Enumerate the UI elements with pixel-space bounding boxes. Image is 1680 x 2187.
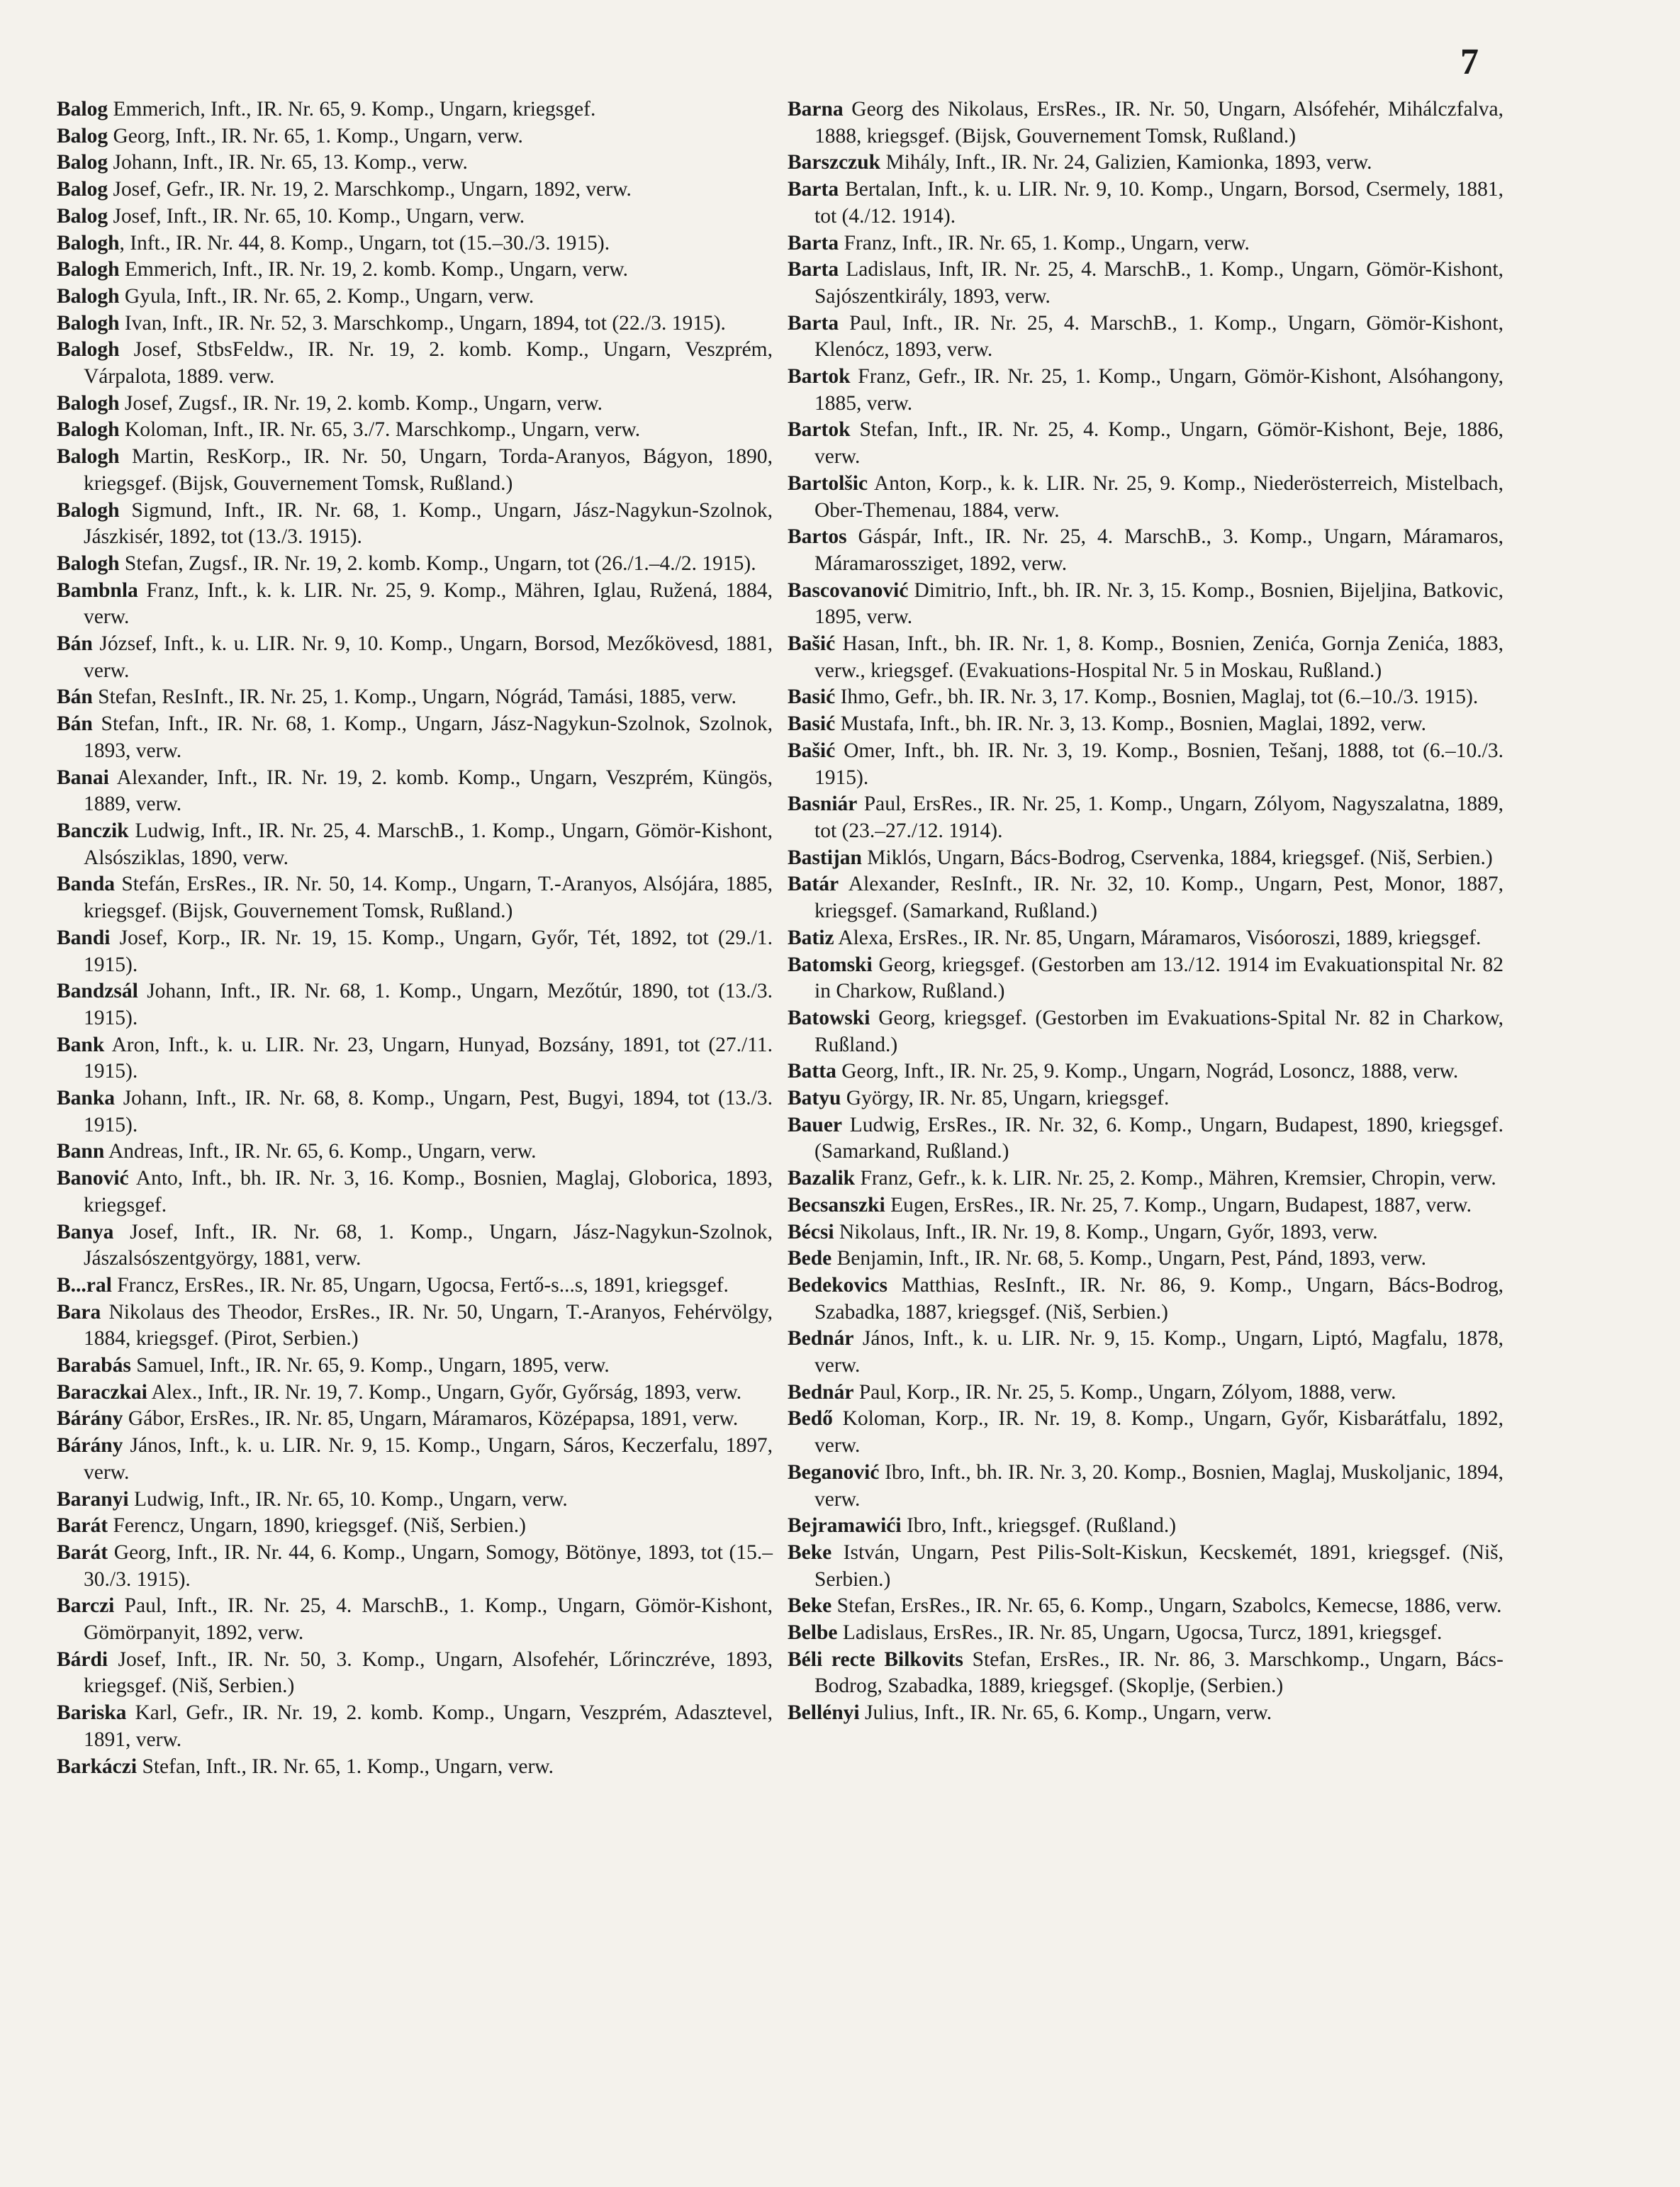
entry-details: János, Inft., k. u. LIR. Nr. 9, 15. Komp., Ungarn, Liptó, Magfalu, 1878, verw. xyxy=(814,1327,1503,1377)
entry-details: János, Inft., k. u. LIR. Nr. 9, 15. Komp., Ungarn, Sáros, Keczerfalu, 1897, verw. xyxy=(84,1434,773,1484)
register-entry xyxy=(57,1380,773,1406)
register-entry xyxy=(57,818,773,871)
entry-details: Ferencz, Ungarn, 1890, kriegsgef. (Niš, Serbien.) xyxy=(108,1514,526,1538)
entry-surname: Balogh xyxy=(57,391,120,415)
register-entry xyxy=(57,1165,773,1219)
entry-surname: Balog xyxy=(57,204,108,228)
entry-surname: Bednár xyxy=(788,1327,854,1350)
entry-details: Josef, Zugsf., IR. Nr. 19, 2. komb. Komp., Ungarn, verw. xyxy=(119,391,603,415)
entry-details: Ludwig, Inft., IR. Nr. 65, 10. Komp., Ungarn, verw. xyxy=(128,1487,568,1511)
entry-details: Paul, Korp., IR. Nr. 25, 5. Komp., Ungarn, Zólyom, 1888, verw. xyxy=(853,1380,1396,1404)
entry-surname: Barna xyxy=(788,98,844,121)
entry-surname: Baranyi xyxy=(57,1487,129,1511)
entry-surname: Barta xyxy=(788,311,839,335)
entry-details: Paul, Inft., IR. Nr. 25, 4. MarschB., 1. Komp., Ungarn, Gömör-Kishont, Klenócz, 1893, verw. xyxy=(814,311,1503,362)
register-entry xyxy=(788,1380,1503,1406)
register-entry xyxy=(57,684,773,711)
entry-details: Gáspár, Inft., IR. Nr. 25, 4. MarschB., 3. Komp., Ungarn, Máramaros, Máramarossziget, 1892, verw. xyxy=(814,525,1503,575)
register-entry xyxy=(57,1700,773,1753)
entry-surname: Balogh xyxy=(57,231,120,255)
entry-details: Ivan, Inft., IR. Nr. 52, 3. Marschkomp., Ungarn, 1894, tot (22./3. 1915). xyxy=(119,311,726,335)
entry-details: Josef, Inft., IR. Nr. 65, 10. Komp., Ungarn, verw. xyxy=(108,204,525,228)
entry-details: Paul, ErsRes., IR. Nr. 25, 1. Komp., Ungarn, Zólyom, Nagyszalatna, 1889, tot (23.–27./12. 1914). xyxy=(814,793,1503,842)
register-entry xyxy=(788,1246,1503,1273)
entry-details: Nikolaus des Theodor, ErsRes., IR. Nr. 50, Ungarn, T.-Aranyos, Fehérvölgy, 1884, kriegsgef. (Pirot, Serbien.) xyxy=(84,1300,773,1350)
register-entry xyxy=(788,257,1503,310)
entry-details: Josef, StbsFeldw., IR. Nr. 19, 2. komb. Komp., Ungarn, Veszprém, Várpalota, 1889. verw. xyxy=(84,338,773,388)
entry-details: Anto, Inft., bh. IR. Nr. 3, 16. Komp., Bosnien, Maglaj, Globorica, 1893, kriegsgef. xyxy=(84,1167,773,1216)
entry-details: Alexander, Inft., IR. Nr. 19, 2. komb. Komp., Ungarn, Veszprém, Küngös, 1889, verw. xyxy=(84,766,773,816)
entry-surname: Bán xyxy=(57,712,93,736)
entry-details: Stefan, Zugsf., IR. Nr. 19, 2. komb. Komp., Ungarn, tot (26./1.–4./2. 1915). xyxy=(119,552,756,575)
register-entry xyxy=(57,1299,773,1353)
entry-details: Georg, Inft., IR. Nr. 25, 9. Komp., Ungarn, Nográd, Losoncz, 1888, verw. xyxy=(836,1060,1459,1083)
entry-surname: Bascovanović xyxy=(788,578,909,602)
register-entry xyxy=(57,1540,773,1593)
register-entry xyxy=(57,123,773,150)
left-column xyxy=(57,96,773,1780)
entry-surname: Bedő xyxy=(788,1407,833,1431)
entry-surname: Bán xyxy=(57,686,93,709)
entry-surname: Bécsi xyxy=(788,1220,834,1243)
register-entry xyxy=(788,1192,1503,1219)
register-entry xyxy=(788,871,1503,924)
register-entry xyxy=(788,578,1503,631)
entry-details: Josef, Inft., IR. Nr. 50, 3. Komp., Ungarn, Alsofehér, Lőrinczréve, 1893, kriegsgef. (Niš, Serbien.) xyxy=(84,1648,773,1698)
entry-details: Ibro, Inft., bh. IR. Nr. 3, 20. Komp., Bosnien, Maglaj, Muskoljanic, 1894, verw. xyxy=(814,1460,1503,1511)
entry-details: Alexander, ResInft., IR. Nr. 32, 10. Komp., Ungarn, Pest, Monor, 1887, kriegsgef. (Samarkand, Rußland.) xyxy=(814,873,1503,923)
register-entry xyxy=(57,96,773,123)
register-entry xyxy=(57,925,773,978)
entry-details: Alex., Inft., IR. Nr. 19, 7. Komp., Ungarn, Győr, Győrság, 1893, verw. xyxy=(147,1380,742,1404)
entry-details: Emmerich, Inft., IR. Nr. 19, 2. komb. Komp., Ungarn, verw. xyxy=(119,258,628,281)
register-entry xyxy=(57,1513,773,1540)
entry-surname: Batomski xyxy=(788,953,873,976)
entry-surname: Barkáczi xyxy=(57,1755,138,1778)
register-entry xyxy=(788,1460,1503,1513)
entry-surname: Banović xyxy=(57,1167,129,1190)
entry-surname: Balogh xyxy=(57,338,120,362)
entry-details: Josef, Inft., IR. Nr. 68, 1. Komp., Ungarn, Jász-Nagykun-Szolnok, Jászalsószentgyörgy, 1881, verw. xyxy=(84,1220,773,1270)
entry-surname: Batowski xyxy=(788,1006,870,1029)
register-entry xyxy=(57,417,773,444)
entry-surname: Barta xyxy=(788,178,839,201)
entry-details: Stefan, ErsRes., IR. Nr. 86, 3. Marschkomp., Ungarn, Bács-Bodrog, Szabadka, 1889, kriegsgef. (Skoplje, (Serbien.) xyxy=(814,1648,1503,1698)
register-entry xyxy=(57,284,773,311)
entry-details: György, IR. Nr. 85, Ungarn, kriegsgef. xyxy=(841,1087,1170,1110)
entry-surname: Banai xyxy=(57,766,109,789)
register-entry xyxy=(57,551,773,578)
entry-details: Paul, Inft., IR. Nr. 25, 4. MarschB., 1. Komp., Ungarn, Gömör-Kishont, Gömörpanyit, 1892, verw. xyxy=(84,1594,773,1645)
entry-details: Samuel, Inft., IR. Nr. 65, 9. Komp., Ungarn, 1895, verw. xyxy=(130,1354,610,1377)
entry-surname: Banya xyxy=(57,1220,114,1243)
entry-surname: Balogh xyxy=(57,258,120,281)
entry-details: Ladislaus, Inft, IR. Nr. 25, 4. MarschB., 1. Komp., Ungarn, Gömör-Kishont, Sajószentkirály, 1893, verw. xyxy=(814,258,1503,308)
entry-details: Stefan, ErsRes., IR. Nr. 65, 6. Komp., Ungarn, Szabolcs, Kemecse, 1886, verw. xyxy=(831,1594,1502,1618)
entry-details: Karl, Gefr., IR. Nr. 19, 2. komb. Komp., Ungarn, Veszprém, Adasztevel, 1891, verw. xyxy=(84,1701,773,1751)
register-entry xyxy=(788,364,1503,417)
register-entry xyxy=(788,150,1503,177)
entry-surname: Bariska xyxy=(57,1701,127,1725)
entry-surname: Barát xyxy=(57,1514,108,1538)
register-entry xyxy=(57,203,773,230)
entry-surname: Becsanszki xyxy=(788,1193,885,1216)
entry-surname: Balogh xyxy=(57,498,120,522)
entry-surname: Batár xyxy=(788,873,839,896)
entry-details: Matthias, ResInft., IR. Nr. 86, 9. Komp., Ungarn, Bács-Bodrog, Szabadka, 1887, kriegsgef. (Niš, Serbien.) xyxy=(814,1273,1503,1324)
register-entry xyxy=(788,1273,1503,1326)
entry-details: Ludwig, ErsRes., IR. Nr. 32, 6. Komp., Ungarn, Budapest, 1890, kriegsgef. (Samarkand, Rußland.) xyxy=(814,1113,1503,1163)
entry-surname: Bastijan xyxy=(788,846,862,869)
entry-surname: Bandi xyxy=(57,926,111,949)
register-entry xyxy=(57,177,773,203)
entry-surname: Beke xyxy=(788,1594,832,1618)
entry-surname: Bárdi xyxy=(57,1648,108,1671)
register-entry xyxy=(57,1353,773,1380)
entry-surname: Banka xyxy=(57,1087,115,1110)
entry-surname: Barabás xyxy=(57,1354,131,1377)
entry-details: Josef, Gefr., IR. Nr. 19, 2. Marschkomp., Ungarn, 1892, verw. xyxy=(108,178,632,201)
entry-surname: Bašić xyxy=(788,632,836,656)
entry-details: Hasan, Inft., bh. IR. Nr. 1, 8. Komp., Bosnien, Zenića, Gornja Zenića, 1883, verw., kriegsgef. (Evakuations-Hospital Nr. 5 in Moskau, Rußland.) xyxy=(814,632,1503,682)
entry-surname: Basniár xyxy=(788,793,858,816)
entry-details: Georg, kriegsgef. (Gestorben am 13./12. 1914 im Evakuationspital Nr. 82 in Charkow, Rußland.) xyxy=(814,953,1503,1003)
entry-details: Josef, Korp., IR. Nr. 19, 15. Komp., Ungarn, Győr, Tét, 1892, tot (29./1. 1915). xyxy=(84,926,773,976)
register-entry xyxy=(788,1326,1503,1379)
entry-details: Stefan, Inft., IR. Nr. 65, 1. Komp., Ungarn, verw. xyxy=(137,1755,554,1778)
register-entry xyxy=(57,1032,773,1085)
register-entry xyxy=(57,1647,773,1700)
entry-surname: Batta xyxy=(788,1060,836,1083)
register-entry xyxy=(57,1273,773,1299)
entry-details: Georg, kriegsgef. (Gestorben im Evakuations-Spital Nr. 82 in Charkow, Rußland.) xyxy=(814,1006,1503,1056)
entry-surname: Batiz xyxy=(788,926,834,949)
entry-details: Ihmo, Gefr., bh. IR. Nr. 3, 17. Komp., Bosnien, Maglaj, tot (6.–10./3. 1915). xyxy=(835,686,1479,709)
entry-details: Anton, Korp., k. k. LIR. Nr. 25, 9. Komp., Niederösterreich, Mistelbach, Ober-Themenau, 1884, verw. xyxy=(814,471,1503,522)
register-entry xyxy=(57,498,773,551)
entry-surname: Bartok xyxy=(788,365,851,388)
entry-surname: Balog xyxy=(57,124,108,147)
entry-details: Stefan, Inft., IR. Nr. 68, 1. Komp., Ungarn, Jász-Nagykun-Szolnok, Szolnok, 1893, verw. xyxy=(84,712,773,762)
register-entry xyxy=(57,1219,773,1273)
entry-surname: Balogh xyxy=(57,284,120,308)
entry-surname: Bartok xyxy=(788,418,851,442)
entry-surname: Bank xyxy=(57,1033,105,1056)
register-entry xyxy=(57,444,773,497)
register-entry xyxy=(788,631,1503,684)
register-entry xyxy=(788,1165,1503,1192)
entry-surname: Banda xyxy=(57,873,115,896)
entry-surname: Banczik xyxy=(57,819,129,842)
register-entry xyxy=(788,952,1503,1005)
entry-details: Gábor, ErsRes., IR. Nr. 85, Ungarn, Máramaros, Középapsa, 1891, verw. xyxy=(123,1407,739,1431)
entry-details: Ibro, Inft., kriegsgef. (Rußland.) xyxy=(901,1514,1177,1538)
register-entry xyxy=(57,631,773,684)
entry-surname: Bedekovics xyxy=(788,1273,887,1297)
register-entry xyxy=(57,391,773,418)
register-entry xyxy=(57,1085,773,1139)
entry-details: Georg, Inft., IR. Nr. 44, 6. Komp., Ungarn, Somogy, Bötönye, 1893, tot (15.–30./3. 1915). xyxy=(84,1540,773,1591)
entry-details: Franz, Gefr., IR. Nr. 25, 1. Komp., Ungarn, Gömör-Kishont, Alsóhangony, 1885, verw. xyxy=(814,365,1503,415)
register-entry xyxy=(788,1406,1503,1459)
entry-surname: Bartolšic xyxy=(788,471,868,495)
entry-surname: Basić xyxy=(788,686,836,709)
register-entry xyxy=(788,684,1503,711)
entry-details: Ladislaus, ErsRes., IR. Nr. 85, Ungarn, Ugocsa, Turcz, 1891, kriegsgef. xyxy=(837,1621,1443,1645)
entry-surname: Batyu xyxy=(788,1087,841,1110)
entry-surname: Bellényi xyxy=(788,1701,860,1725)
entry-surname: Balogh xyxy=(57,445,120,469)
entry-surname: Barta xyxy=(788,231,839,255)
entry-surname: Balog xyxy=(57,98,108,121)
entry-details: István, Ungarn, Pest Pilis-Solt-Kiskun, Kecskemét, 1891, kriegsgef. (Niš, Serbien.) xyxy=(814,1540,1503,1591)
entry-surname: Bašić xyxy=(788,739,836,762)
register-entry xyxy=(57,1487,773,1514)
register-entry xyxy=(788,738,1503,791)
register-entry xyxy=(788,471,1503,524)
register-entry xyxy=(57,1406,773,1433)
entry-details: Eugen, ErsRes., IR. Nr. 25, 7. Komp., Ungarn, Budapest, 1887, verw. xyxy=(885,1193,1472,1216)
entry-surname: Bandzsál xyxy=(57,980,138,1003)
entry-surname: Bán xyxy=(57,632,93,656)
register-entry xyxy=(57,1139,773,1165)
register-entry xyxy=(788,845,1503,872)
register-entry xyxy=(57,1433,773,1486)
entry-details: Koloman, Inft., IR. Nr. 65, 3./7. Marschkomp., Ungarn, verw. xyxy=(119,418,641,442)
entry-details: Johann, Inft., IR. Nr. 65, 13. Komp., verw. xyxy=(108,151,468,174)
register-entry xyxy=(788,1058,1503,1085)
register-entry xyxy=(788,1540,1503,1593)
entry-details: Aron, Inft., k. u. LIR. Nr. 23, Ungarn, Hunyad, Bozsány, 1891, tot (27./11. 1915). xyxy=(84,1033,773,1083)
entry-surname: Basić xyxy=(788,712,836,736)
register-entry xyxy=(788,791,1503,844)
entry-surname: Barta xyxy=(788,258,839,281)
entry-surname: Bárány xyxy=(57,1407,123,1431)
register-entry xyxy=(57,230,773,257)
register-entry xyxy=(788,1112,1503,1165)
entry-details: Franz, Inft., k. k. LIR. Nr. 25, 9. Komp., Mähren, Iglau, Ružená, 1884, verw. xyxy=(84,578,773,629)
register-entry xyxy=(57,337,773,390)
register-entry xyxy=(788,1005,1503,1058)
entry-details: , Inft., IR. Nr. 44, 8. Komp., Ungarn, tot (15.–30./3. 1915). xyxy=(119,231,610,255)
register-entry xyxy=(788,230,1503,257)
entry-details: Bertalan, Inft., k. u. LIR. Nr. 9, 10. Komp., Ungarn, Borsod, Csermely, 1881, tot (4./12. 1914). xyxy=(814,178,1503,228)
register-entry xyxy=(788,96,1503,150)
register-entry xyxy=(57,257,773,284)
entry-details: Sigmund, Inft., IR. Nr. 68, 1. Komp., Ungarn, Jász-Nagykun-Szolnok, Jászkisér, 1892, tot (13./3. 1915). xyxy=(84,498,773,549)
register-entry xyxy=(788,1593,1503,1620)
entry-surname: Bejramawići xyxy=(788,1514,902,1538)
entry-surname: Barát xyxy=(57,1540,108,1564)
entry-surname: Bara xyxy=(57,1300,101,1324)
page-number: 7 xyxy=(1460,42,1479,82)
right-column xyxy=(788,96,1503,1727)
entry-details: Mihály, Inft., IR. Nr. 24, Galizien, Kamionka, 1893, verw. xyxy=(880,151,1372,174)
entry-surname: Beke xyxy=(788,1540,832,1564)
register-entry xyxy=(57,1593,773,1646)
entry-surname: Balogh xyxy=(57,311,120,335)
entry-details: Franz, Inft., IR. Nr. 65, 1. Komp., Ungarn, verw. xyxy=(839,231,1250,255)
entry-surname: Bednár xyxy=(788,1380,854,1404)
entry-details: Mustafa, Inft., bh. IR. Nr. 3, 13. Komp., Bosnien, Maglai, 1892, verw. xyxy=(835,712,1427,736)
register-entry xyxy=(788,417,1503,470)
entry-surname: Balog xyxy=(57,178,108,201)
register-entry xyxy=(788,1513,1503,1540)
entry-details: Alexa, ErsRes., IR. Nr. 85, Ungarn, Máramaros, Visóoroszi, 1889, kriegsgef. xyxy=(834,926,1482,949)
register-entry xyxy=(57,871,773,924)
entry-details: Ludwig, Inft., IR. Nr. 25, 4. MarschB., 1. Komp., Ungarn, Gömör-Kishont, Alsósziklas, 1890, verw. xyxy=(84,819,773,869)
register-entry xyxy=(57,150,773,177)
entry-details: Nikolaus, Inft., IR. Nr. 19, 8. Komp., Ungarn, Győr, 1893, verw. xyxy=(834,1220,1378,1243)
entry-surname: Bann xyxy=(57,1140,105,1163)
entry-details: Martin, ResKorp., IR. Nr. 50, Ungarn, Torda-Aranyos, Bágyon, 1890, kriegsgef. (Bijsk, Gouvernement Tomsk, Rußland.) xyxy=(84,445,773,495)
entry-surname: Béli recte Bilkovits xyxy=(788,1648,963,1671)
register-entry xyxy=(57,1754,773,1781)
entry-details: Francz, ErsRes., IR. Nr. 85, Ungarn, Ugocsa, Fertő-s...s, 1891, kriegsgef. xyxy=(111,1273,729,1297)
register-entry xyxy=(788,524,1503,577)
entry-surname: B...ral xyxy=(57,1273,112,1297)
entry-details: Stefan, Inft., IR. Nr. 25, 4. Komp., Ungarn, Gömör-Kishont, Beje, 1886, verw. xyxy=(814,418,1503,469)
entry-details: Stefán, ErsRes., IR. Nr. 50, 14. Komp., Ungarn, T.-Aranyos, Alsójára, 1885, kriegsgef. (Bijsk, Gouvernement Tomsk, Rußland.) xyxy=(84,873,773,923)
entry-details: Benjamin, Inft., IR. Nr. 68, 5. Komp., Ungarn, Pest, Pánd, 1893, verw. xyxy=(831,1247,1427,1270)
entry-details: József, Inft., k. u. LIR. Nr. 9, 10. Komp., Ungarn, Borsod, Mezőkövesd, 1881, verw. xyxy=(84,632,773,682)
entry-surname: Barczi xyxy=(57,1594,115,1618)
register-entry xyxy=(788,1647,1503,1700)
entry-details: Omer, Inft., bh. IR. Nr. 3, 19. Komp., Bosnien, Tešanj, 1888, tot (6.–10./3. 1915). xyxy=(814,739,1503,789)
entry-details: Miklós, Ungarn, Bács-Bodrog, Cservenka, 1884, kriegsgef. (Niš, Serbien.) xyxy=(861,846,1493,869)
register-entry xyxy=(788,925,1503,952)
entry-details: Johann, Inft., IR. Nr. 68, 1. Komp., Ungarn, Mezőtúr, 1890, tot (13./3. 1915). xyxy=(84,980,773,1029)
entry-details: Julius, Inft., IR. Nr. 65, 6. Komp., Ungarn, verw. xyxy=(859,1701,1272,1725)
register-entry xyxy=(788,311,1503,364)
entry-surname: Barszczuk xyxy=(788,151,881,174)
entry-details: Gyula, Inft., IR. Nr. 65, 2. Komp., Ungarn, verw. xyxy=(119,284,534,308)
entry-surname: Bauer xyxy=(788,1113,843,1136)
entry-surname: Baraczkai xyxy=(57,1380,147,1404)
entry-details: Andreas, Inft., IR. Nr. 65, 6. Komp., Ungarn, verw. xyxy=(104,1140,537,1163)
register-entry xyxy=(57,978,773,1031)
entry-surname: Bambnla xyxy=(57,578,138,602)
register-entry xyxy=(788,711,1503,738)
entry-surname: Balog xyxy=(57,151,108,174)
register-entry xyxy=(57,578,773,631)
entry-surname: Belbe xyxy=(788,1621,838,1645)
entry-details: Stefan, ResInft., IR. Nr. 25, 1. Komp., Ungarn, Nógrád, Tamási, 1885, verw. xyxy=(92,686,737,709)
register-entry xyxy=(788,1700,1503,1727)
entry-details: Johann, Inft., IR. Nr. 68, 8. Komp., Ungarn, Pest, Bugyi, 1894, tot (13./3. 1915). xyxy=(84,1087,773,1136)
entry-details: Franz, Gefr., k. k. LIR. Nr. 25, 2. Komp., Mähren, Kremsier, Chropin, verw. xyxy=(855,1167,1496,1190)
entry-surname: Bede xyxy=(788,1247,832,1270)
entry-surname: Balogh xyxy=(57,418,120,442)
register-entry xyxy=(57,711,773,764)
entry-details: Dimitrio, Inft., bh. IR. Nr. 3, 15. Komp., Bosnien, Bijeljina, Batkovic, 1895, verw. xyxy=(814,578,1503,629)
register-entry xyxy=(788,1085,1503,1112)
register-entry xyxy=(788,1620,1503,1647)
entry-details: Koloman, Korp., IR. Nr. 19, 8. Komp., Ungarn, Győr, Kisbarátfalu, 1892, verw. xyxy=(814,1407,1503,1458)
entry-surname: Bárány xyxy=(57,1434,123,1458)
entry-details: Georg, Inft., IR. Nr. 65, 1. Komp., Ungarn, verw. xyxy=(108,124,523,147)
register-entry xyxy=(788,177,1503,230)
entry-details: Emmerich, Inft., IR. Nr. 65, 9. Komp., Ungarn, kriegsgef. xyxy=(108,98,596,121)
register-entry xyxy=(57,765,773,818)
entry-details: Georg des Nikolaus, ErsRes., IR. Nr. 50, Ungarn, Alsófehér, Mihálczfalva, 1888, kriegsgef. (Bijsk, Gouvernement Tomsk, Rußland.) xyxy=(814,98,1503,147)
register-entry xyxy=(57,311,773,337)
entry-surname: Beganović xyxy=(788,1460,880,1484)
entry-surname: Bazalik xyxy=(788,1167,856,1190)
register-entry xyxy=(788,1219,1503,1246)
entry-surname: Bartos xyxy=(788,525,847,549)
entry-surname: Balogh xyxy=(57,552,120,575)
